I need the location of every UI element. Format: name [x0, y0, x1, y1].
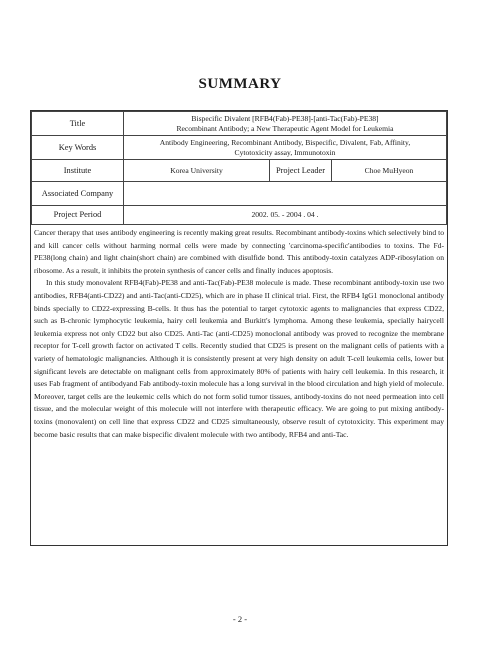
institute-row [32, 160, 447, 182]
project-period-value: 2002. 05. - 2004 . 04 . [124, 206, 447, 225]
title-row [32, 112, 447, 136]
summary-box [30, 110, 448, 546]
title-value: Bispecific Divalent [RFB4(Fab)-PE38]-[anti-Tac(Fab)-PE38] Recombinant Antibody; a New Therapeutic Agent Model for Leukemia [124, 112, 447, 136]
institute-label: Institute [32, 160, 124, 182]
project-period-label: Project Period [32, 206, 124, 225]
summary-text [31, 225, 447, 441]
title-label: Title [32, 112, 124, 136]
paragraph-1: Cancer therapy that uses antibody engineering is recently making great results. Recombinant antibody-toxins which selectively bind to and kill cancer cells without harming normal cells were made by connecting 'carcinoma-specific'antibodies to toxins. The Fd-PE38(long chain) and light chain(short chain) are combined with disulfide bond. This antibody-toxin catalyzes ADP-ribosylation on ribosome. As a result, it inhibits the protein synthesis of cancer cells and finally induces apoptosis. [34, 228, 444, 275]
project-leader-value: Choe MuHyeon [332, 160, 447, 182]
keywords-label: Key Words [32, 136, 124, 160]
paragraph-2: In this study monovalent RFB4(Fab)-PE38 and anti-Tac(Fab)-PE38 molecule is made. These recombinant antibody-toxin use two antibodies, RFB4(anti-CD22) and anti-Tac(anti-CD25), which are in phase II clinical trial. First, the RFB4 IgG1 monoclonal antibody binds specially to CD22-expressing B-cells. It thus has the potential to target cytotoxic agents to malignancies that express CD22, such as B-chronic lymphocytic leukemia, hairy cell leukemia and Burkitt's lymphoma. Among these leukemia, specially hairycell leukemia express not only CD22 but also CD25. Anti-Tac (anti-CD25) monoclonal antibody was proved to recognize the membrane receptor for T-cell growth factor on activated T cells. Recently studied that CD25 is present on the malignant cells of patients with a variety of hematologic malignancies. Although it is consistently present at very high density on adult T-cell leukemia cells, lower but significant levels are detectable on malignant cells from approximately 80% of patients with hairy cell leukemia. In this research, it uses Fab fragment of antibodyand Fab antibody-toxin molecule has a long survival in the blood circulation and high yield of molecule. Moreover, target cells are the leukemic cells which do not form solid tumor tissues, antibody-toxins do not need permeation into cell tissue, and the molecular weight of this molecule will not interfere with therapeutic efficacy. We are going to put mixing antibody-toxins (monovalent) on cell line that express CD22 and CD25 simultaneously, observe result of cytotoxicity. This experiment may become basic results that can make bispecific divalent molecule with two antibody, RFB4 and anti-Tac. [34, 278, 444, 439]
keywords-row [32, 136, 447, 160]
project-leader-label: Project Leader [270, 160, 332, 182]
associated-company-label: Associated Company [32, 182, 124, 206]
associated-company-value [124, 182, 447, 206]
institute-value: Korea University [124, 160, 270, 182]
page-number: - 2 - [232, 614, 248, 624]
keywords-value: Antibody Engineering, Recombinant Antibody, Bispecific, Divalent, Fab, Affinity, Cytotoxicity assay, Immunotoxin [124, 136, 447, 160]
project-info-table [31, 111, 447, 225]
associated-row [32, 182, 447, 206]
period-row [32, 206, 447, 225]
page-title: SUMMARY [198, 76, 282, 92]
